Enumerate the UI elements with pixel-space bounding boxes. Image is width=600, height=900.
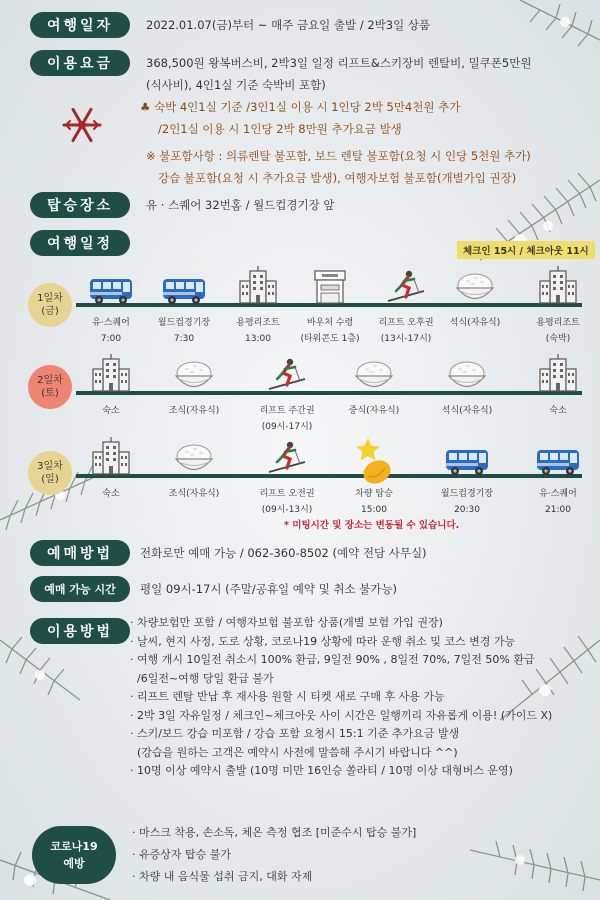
skier-icon xyxy=(267,440,307,480)
schedule-stop-label: 석식(자유식) xyxy=(441,406,493,416)
covid-label-line-2: 예방 xyxy=(63,857,85,870)
usage-line: · 2박 3일 자유일정 / 체크인~체크아웃 사이 시간은 일행끼리 자유롭게 이용! (가이드 X) xyxy=(130,708,553,722)
schedule-stop-label: 리프트 주간권 (09시-17시) xyxy=(259,406,315,432)
usage-line: · 스키/보드 강습 미포함 / 강습 포함 요청시 15:1 기준 추가요금 발생 xyxy=(130,727,460,740)
usage-line: · 리프트 렌탈 반납 후 재사용 원할 시 티켓 새로 구매 후 사용 가능 xyxy=(130,690,445,703)
day-badge-1: 1일차 (금) xyxy=(28,283,72,327)
schedule-stop-label: 리프트 오전권 (09시-13시) xyxy=(259,489,315,515)
pickup-text: 유 · 스퀘어 32번홈 / 월드컵경기장 앞 xyxy=(146,198,335,212)
rice-bowl-icon xyxy=(173,359,215,397)
schedule-stop-label: 석식(자유식) xyxy=(449,318,501,328)
schedule-label: 여행일정 xyxy=(30,230,130,256)
day-badge-2: 2일차 (토) xyxy=(28,365,72,409)
period-text: 2022.01.07(금)부터 ~ 매주 금요일 출발 / 2박3일 상품 xyxy=(146,18,431,32)
usage-list xyxy=(130,614,552,781)
schedule-stop-label: 차량 탑승 15:00 xyxy=(355,489,393,515)
schedule-stop-label: 중식(자유식) xyxy=(348,406,400,416)
day-badge-3: 3일차 (일) xyxy=(28,451,72,495)
skier-icon xyxy=(386,269,426,309)
schedule-stop-label: 유·스퀘어 7:00 xyxy=(92,318,130,344)
building-icon xyxy=(91,436,131,480)
fee-line-2: (식사비), 4인1실 기준 숙박비 포함) xyxy=(146,78,326,92)
schedule-stop-label: 숙소 xyxy=(549,406,567,416)
shop-icon xyxy=(312,267,348,309)
schedule-stop-label: 용평리조트 (숙박) xyxy=(536,318,580,344)
fee-line-1: 368,500원 왕복버스비, 2박3일 일정 리프트&스키장비 렌탈비, 밀쿠폰5만원 xyxy=(146,56,532,70)
covid-label-line-1: 코로나19 xyxy=(50,840,98,853)
schedule-stop-label: 조식(자유식) xyxy=(168,406,220,416)
usage-line: · 차량보험만 포함 / 여행자보험 불포함 상품(개별 보험 가입 권장) xyxy=(130,616,443,629)
building-icon xyxy=(538,353,578,397)
skier-icon xyxy=(267,357,307,397)
hours-text: 평일 09시-17시 (주말/공휴일 예약 및 취소 불가능) xyxy=(140,582,398,596)
schedule-stop-label: 숙소 xyxy=(102,489,120,499)
schedule-stop-label: 용평리조트 13:00 xyxy=(236,318,280,344)
fee-line-4: /2인1실 이용 시 1인당 2박 8만원 추가요금 발생 xyxy=(158,122,402,136)
usage-label: 이용방법 xyxy=(30,618,130,644)
bus-icon xyxy=(536,448,580,480)
schedule-stop-label: 숙소 xyxy=(102,406,120,416)
covid-label xyxy=(32,826,116,884)
building-icon xyxy=(538,265,578,309)
schedule-note: * 미팅시간 및 장소는 변동될 수 있습니다. xyxy=(284,520,460,531)
star-icon xyxy=(353,436,395,494)
schedule-stop-label: 유·스퀘어 21:00 xyxy=(539,489,577,515)
period-label: 여행일자 xyxy=(30,12,130,38)
covid-line: · 마스크 착용, 손소독, 체온 측정 협조 [미준수시 탑승 불가] xyxy=(132,826,417,839)
building-icon xyxy=(91,353,131,397)
schedule-stop-label: 리프트 오후권 (13시-17시) xyxy=(378,318,434,344)
usage-line: · 10명 이상 예약시 출발 (10명 미만 16인승 쏠라티 / 10명 이상 대형버스 운영) xyxy=(130,764,513,777)
schedule-stop-label: 월드컵경기장 20:30 xyxy=(440,489,494,515)
rice-bowl-icon xyxy=(353,359,395,397)
schedule-stop-label: 조식(자유식) xyxy=(168,489,220,499)
bus-icon xyxy=(445,448,489,480)
schedule-stop-label: 월드컵경기장 7:30 xyxy=(157,318,211,344)
pickup-label: 탑승장소 xyxy=(30,192,130,218)
usage-line: (강습을 원하는 고객은 예약시 사전에 말씀해 주시기 바랍니다 ^^) xyxy=(130,745,458,759)
rice-bowl-icon xyxy=(173,442,215,480)
reservation-text: 전화로만 예매 가능 / 062-360-8502 (예약 전담 사무실) xyxy=(140,546,427,560)
schedule-stop-label: 바우처 수령 (타워콘도 1층) xyxy=(300,318,360,344)
fee-line-5: ※ 불포함사항 : 의류렌탈 불포함, 보드 렌탈 불포함(요청 시 인당 5천원 추가) xyxy=(146,149,531,163)
covid-list xyxy=(132,822,416,888)
bus-icon xyxy=(89,277,133,309)
bus-icon xyxy=(162,277,206,309)
day-timeline-line xyxy=(76,391,582,395)
usage-line: /6일전~여행 당일 환급 불가 xyxy=(130,671,274,685)
covid-line: · 유증상자 탑승 불가 xyxy=(132,848,231,861)
hours-label: 예매 가능 시간 xyxy=(30,576,130,602)
fee-line-6: 강습 불포함(요청 시 추가요금 발생), 여행자보험 불포함(개별가입 권장) xyxy=(158,171,517,185)
rice-bowl-icon xyxy=(446,359,488,397)
rice-bowl-icon xyxy=(454,271,496,309)
building-icon xyxy=(238,265,278,309)
usage-line: · 날씨, 현지 사정, 도로 상황, 코로나19 상황에 따라 운행 취소 및 코스 변경 가능 xyxy=(130,634,516,648)
fee-label: 이용요금 xyxy=(30,50,130,76)
fee-line-3: ♣ 숙박 4인1실 기준 /3인1실 이용 시 1인당 2박 5만4천원 추가 xyxy=(140,100,461,114)
day-timeline-line xyxy=(76,474,582,478)
checkin-tag: 체크인 15시 / 체크아웃 11시 xyxy=(457,241,595,259)
reservation-label: 예매방법 xyxy=(30,540,130,566)
covid-line: · 차량 내 음식물 섭취 금지, 대화 자제 xyxy=(132,870,313,883)
usage-line: · 여행 개시 10일전 취소시 100% 환급, 9일전 90% , 8일전 70%, 7일전 50% 환급 xyxy=(130,653,535,666)
